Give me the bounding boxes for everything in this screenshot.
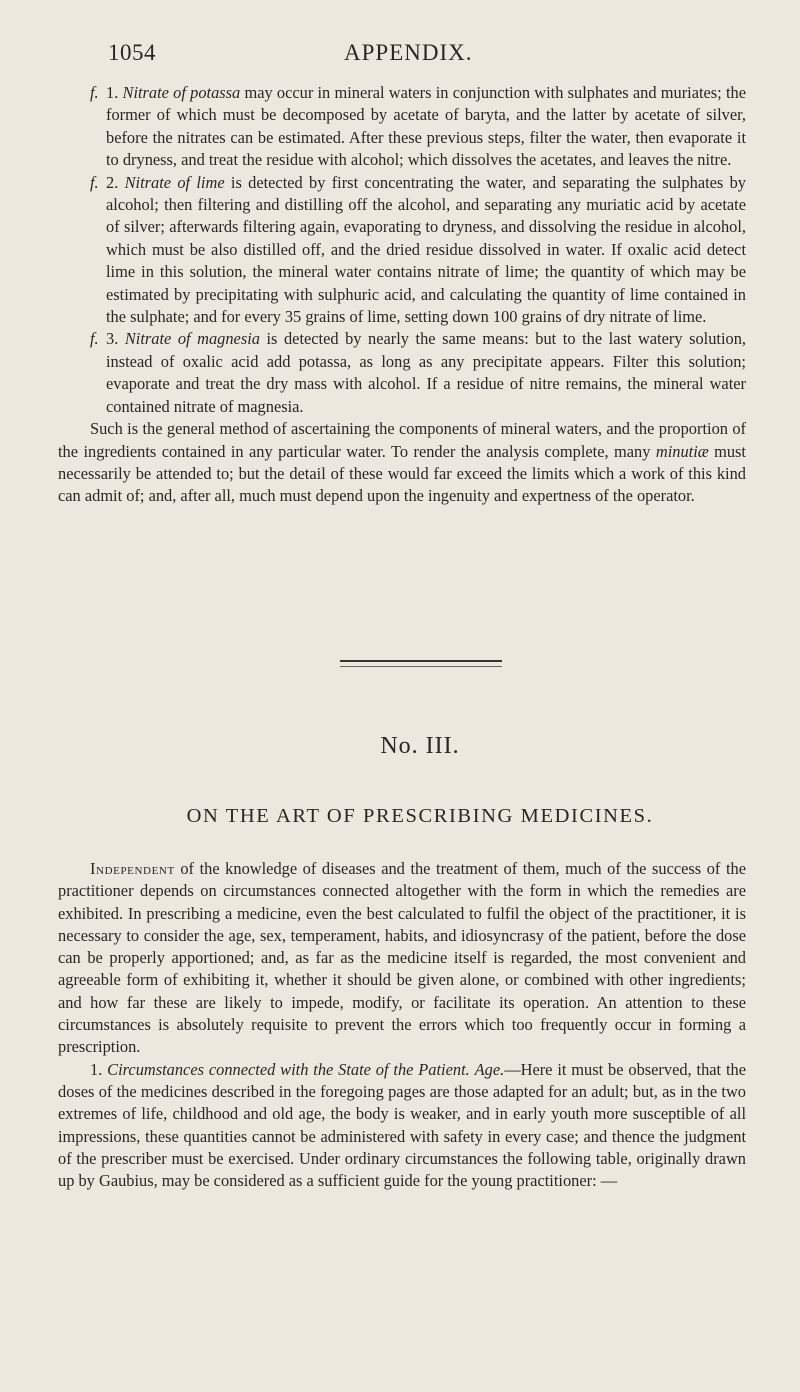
- item-text: may occur in mineral waters in conjunction with sulphates and muriates; the former of which must be decomposed by acetate of baryta, and the latter by acetate of silver, before the nitrates can be estimated. After these previous steps, filter the water, then evaporate it to dryness, and treat the residue with alcohol; which dissolves the acetates, and leaves the nitre.: [106, 83, 746, 170]
- section-divider-thin: [340, 666, 502, 667]
- page-header: [108, 40, 800, 80]
- intro-text: of the knowledge of diseases and the treatment of them, much of the success of the practitioner depends on circumstances connected altogether with the form in which the remedies are exhibited. In prescribing a medicine, even the best calculated to fulfil the object of the practitioner, it is necessary to consider the age, sex, temperament, habits, and idiosyncrasy of the patient, before the dose can be properly apportioned; and, as far as the medicine itself is regarded, the most convenient and agreeable form of exhibiting it, whether it should be given alone, or combined with other ingredients; and how far these are likely to impede, modify, or facilitate its operation. An attention to these circumstances is absolutely requisite to prevent the errors which too frequently occur in forming a prescription.: [58, 859, 746, 1057]
- closing-italic: minutiæ: [655, 441, 709, 461]
- closing-text-after: must necessarily be attended to; but the detail of these would far exceed the limits which a work of this kind can admit of; and, after all, much must depend upon the ingenuity and expertness of the operator.: [58, 441, 746, 506]
- section-title: ON THE ART OF PRESCRIBING MEDICINES.: [186, 805, 654, 827]
- item-lead: Nitrate of lime: [124, 172, 225, 192]
- item-text: is detected by nearly the same means: but to the last watery solution, instead of oxalic acid add potassa, as long as any precipitate appears. Filter this solution; evaporate and treat the dry mass with alcohol. If a residue of nitre remains, the mineral water contained nitrate of magnesia.: [106, 329, 746, 416]
- item-number: 2.: [106, 172, 119, 192]
- point-one-paragraph: [58, 1059, 746, 1193]
- upper-text-block: [58, 82, 746, 508]
- item-mark: f.: [90, 329, 99, 349]
- point-text: —Here it must be observed, that the doses of the medicines described in the foregoing pages are those adapted for an adult; but, as in the two extremes of life, childhood and old age, the body is weaker, and in early youth more susceptible of all impressions, these quantities cannot be administered with safety in every case; and thence the judgment of the prescriber must be exercised. Under ordinary circumstances the following table, originally drawn up by Gaubius, may be considered as a sufficient guide for the young practitioner: —: [58, 1059, 746, 1191]
- item-mark: f.: [90, 83, 99, 102]
- item-number: 3.: [106, 329, 119, 349]
- closing-paragraph: [58, 418, 746, 508]
- running-title: APPENDIX.: [344, 40, 473, 65]
- item-lead: Nitrate of potassa: [122, 83, 241, 102]
- list-item: [58, 328, 746, 418]
- point-number: 1.: [90, 1059, 103, 1079]
- section-divider: [340, 660, 502, 662]
- list-item: [58, 172, 746, 329]
- item-number: 1.: [106, 83, 119, 102]
- item-mark: f.: [90, 172, 99, 192]
- intro-paragraph: [58, 858, 746, 1059]
- point-subheading: Age.: [474, 1059, 505, 1079]
- point-heading: Circumstances connected with the State of the Patient.: [107, 1059, 470, 1079]
- page-number: 1054: [108, 40, 156, 65]
- lower-text-block: [58, 858, 746, 1192]
- list-item: [58, 82, 746, 172]
- item-lead: Nitrate of magnesia: [124, 329, 260, 349]
- section-number: No. III.: [380, 733, 460, 759]
- item-text: is detected by first concentrating the water, and separating the sulphates by alcohol; then filtering and distilling off the alcohol, and separating any muriatic acid by acetate of silver; afterwards filtering again, evaporating to dryness, and dissolving the residue in alcohol, which must be also distilled off, and the dried residue dissolved in water. If oxalic acid detect lime in this solution, the mineral water contains nitrate of lime; the quantity of which may be estimated by precipitating with sulphuric acid, and calculating the quantity of lime contained in the sulphate; and for every 35 grains of lime, setting down 100 grains of dry nitrate of lime.: [106, 172, 746, 327]
- closing-text-before: Such is the general method of ascertaining the components of mineral waters, and the proportion of the ingredients contained in any particular water. To render the analysis complete, many: [58, 419, 746, 461]
- intro-smallcaps: Independent: [90, 859, 175, 878]
